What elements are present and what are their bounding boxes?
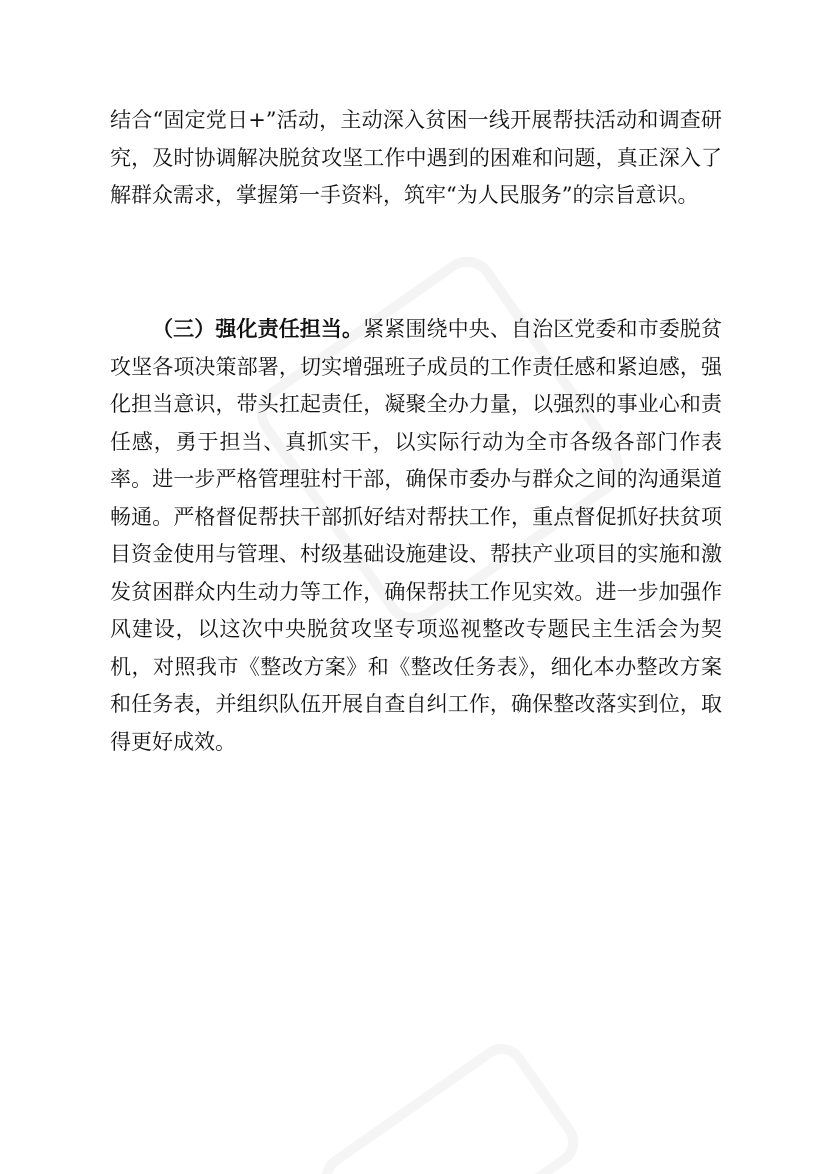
paragraph-1: 结合“固定党日+”活动，主动深入贫困一线开展帮扶活动和调查研究，及时协调解决脱贫攻坚工作中遇到的困难和问题，真正深入了解群众需求，掌握第一手资料，筑牢“为人民服务”的宗旨意识。 [110, 108, 722, 207]
paragraph-2 [110, 310, 722, 761]
paragraph-2-heading: （三）强化责任担当。 [152, 316, 364, 341]
watermark-shape-bottom [312, 1034, 589, 1174]
paragraph-2-body: 紧紧围绕中央、自治区党委和市委脱贫攻坚各项决策部署，切实增强班子成员的工作责任感和紧迫感，强化担当意识，带头扛起责任，凝聚全办力量，以强烈的事业心和责任感，勇于担当、真抓实干，以实际行动为全市各级各部门作表率。进一步严格管理驻村干部，确保市委办与群众之间的沟通渠道畅通。严格督促帮扶干部抓好结对帮扶工作，重点督促抓好扶贫项目资金使用与管理、村级基础设施建设、帮扶产业项目的实施和激发贫困群众内生动力等工作，确保帮扶工作见实效。进一步加强作风建设，以这次中央脱贫攻坚专项巡视整改专题民主生活会为契机，对照我市《整改方案》和《整改任务表》，细化本办整改方案和任务表，并组织队伍开展自查自纠工作，确保整改落实到位，取得更好成效。 [110, 317, 723, 754]
